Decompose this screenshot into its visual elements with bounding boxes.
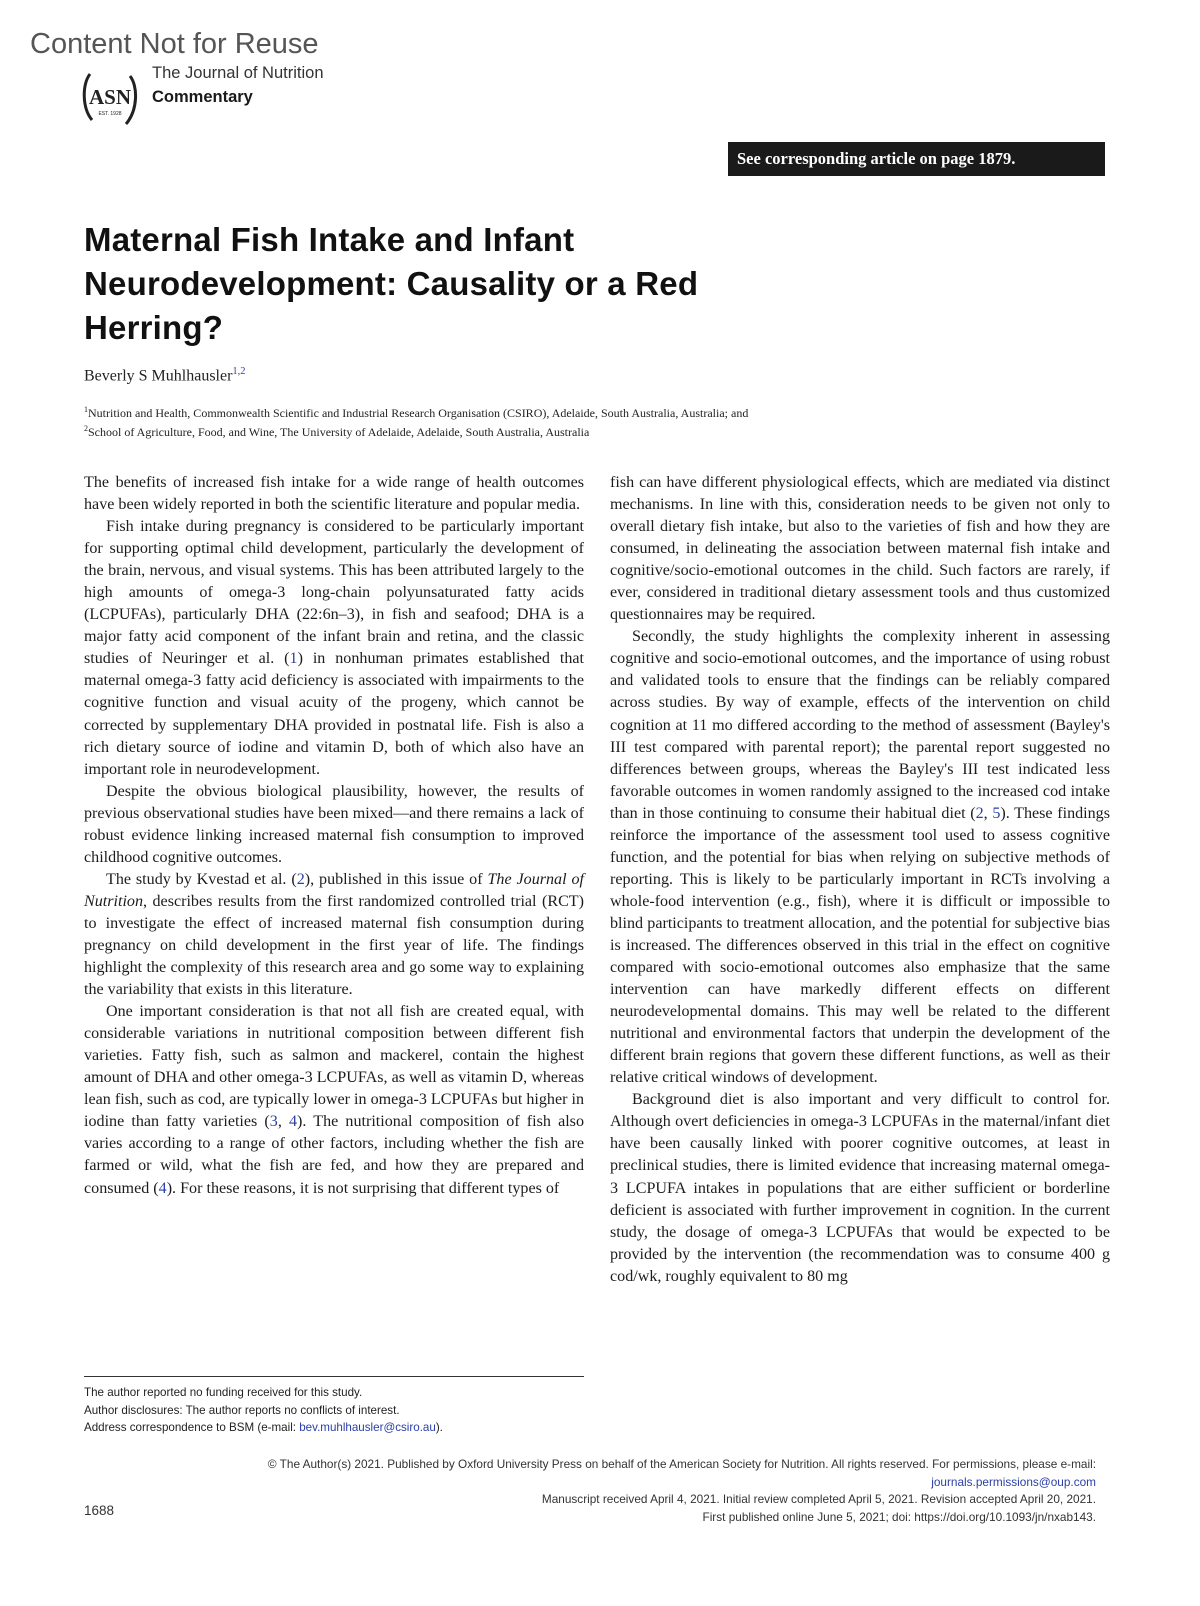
citation-link[interactable]: 1 — [289, 650, 298, 668]
journal-name: The Journal of Nutrition — [152, 64, 324, 82]
paragraph: Fish intake during pregnancy is considered to be particularly important for supporting optimal child development, particularly the development of the brain, nervous, and visual systems. This has been attributed largely to the high amounts of omega-3 long-chain polyunsaturated fatty acids (LCPUFAs), particularly DHA (22:6n–3), in fish and seafood; DHA is a major fatty acid component of the infant brain and retina, and the classic studies of Neuringer et al. (1) in nonhuman primates established that maternal omega-3 fatty acid deficiency is associated with impairments to the cognitive function and visual acuity of the progeny, which cannot be corrected by supplementary DHA provided in postnatal life. Fish is also a rich dietary source of iodine and vitamin D, both of which also have an important role in neurodevelopment. — [84, 518, 584, 778]
citation-link[interactable]: 2 — [296, 870, 305, 888]
footnotes — [84, 1384, 604, 1437]
author-name: Beverly S Muhlhausler — [84, 367, 233, 385]
asn-logo-icon — [80, 66, 140, 130]
citation-link[interactable]: 3 — [269, 1113, 278, 1131]
author-affil-marks[interactable]: 1,2 — [232, 366, 246, 377]
affil-text: School of Agriculture, Food, and Wine, The University of Adelaide, Adelaide, South Australia, Australia — [88, 425, 590, 439]
paragraph: fish can have different physiological effects, which are mediated via distinct mechanisms. In line with this, consideration needs to be given not only to overall dietary fish intake, but also to the varieties of fish and how they are consumed, in delineating the association between maternal fish intake and cognitive/socio-emotional outcomes in the child. Such factors are rarely, if ever, considered in traditional dietary assessment tools and thus customized questionnaires may be required. — [610, 474, 1110, 624]
logo-subtext: EST. 1928 — [98, 111, 122, 117]
citation-link[interactable]: 4 — [158, 1179, 167, 1197]
affiliation-1 — [84, 405, 1124, 421]
doi-line[interactable]: First published online June 5, 2021; doi: https://doi.org/10.1093/jn/nxab143. — [702, 1509, 1096, 1524]
paragraph: The study by Kvestad et al. (2), published in this issue of The Journal of Nutrition, describes results from the first randomized controlled trial (RCT) to investigate the effect of increased maternal fish consumption during pregnancy on child development in the first year of life. The findings highlight the complexity of this research area and go some way to explaining the variability that exists in this literature. — [84, 870, 584, 999]
paragraph: Background diet is also important and very difficult to control for. Although overt deficiencies in omega-3 LCPUFAs in the maternal/infant diet have been causally linked with poorer cognitive outcomes, at least in preclinical studies, there is limited evidence that increasing maternal omega-3 LCPUFA intakes in populations that are either sufficient or borderline deficient is associated with further improvement in cognition. In the current study, the dosage of omega-3 LCPUFAs that would be expected to be provided by the intervention (the recommendation was to consume 400 g cod/wk, roughly equivalent to 80 mg — [610, 1091, 1110, 1285]
citation-link[interactable]: 5 — [992, 804, 1001, 822]
paragraph: The benefits of increased fish intake for a wide range of health outcomes have been widely reported in both the scientific literature and popular media. — [84, 474, 584, 514]
affil-mark: 2 — [84, 424, 88, 433]
correspondence-note: Address correspondence to BSM (e-mail: bev.muhlhausler@csiro.au). — [84, 1421, 443, 1434]
corresponding-article-banner[interactable]: See corresponding article on page 1879. — [728, 142, 1105, 176]
copyright-line: © The Author(s) 2021. Published by Oxford University Press on behalf of the American Society for Nutrition. All rights reserved. For permissions, please e-mail: — [267, 1457, 1096, 1471]
paragraph: One important consideration is that not all fish are created equal, with considerable variations in nutritional composition between different fish varieties. Fatty fish, such as salmon and mackerel, contain the highest amount of DHA and other omega-3 LCPUFAs, as well as vitamin D, whereas lean fish, such as cod, are typically lower in omega-3 LCPUFAs but higher in iodine than fatty varieties (3, 4). The nutritional composition of fish also varies according to a range of other factors, including whether the fish are farmed or wild, what the fish are fed, and how they are prepared and consumed (4). For these reasons, it is not surprising that different types of — [84, 1003, 584, 1197]
article-type: Commentary — [152, 88, 253, 106]
funding-note: The author reported no funding received for this study. — [84, 1386, 363, 1399]
body-column-right — [610, 472, 1110, 1288]
citation-link[interactable]: 2 — [975, 804, 984, 822]
journal-title-italic: The Journal of Nutrition — [84, 870, 584, 910]
correspondence-email-link[interactable]: bev.muhlhausler@csiro.au — [299, 1421, 436, 1434]
logo-text: ASN — [88, 85, 132, 109]
citation-link[interactable]: 4 — [289, 1113, 298, 1131]
disclosure-note: Author disclosures: The author reports no conflicts of interest. — [84, 1403, 400, 1417]
paragraph: Secondly, the study highlights the complexity inherent in assessing cognitive and socio-emotional outcomes, and the importance of using robust and validated tools to ensure that the findings can be reliably compared across studies. By way of example, effects of the intervention on child cognition at 11 mo differed according to the method of assessment (Bayley's III test compared with parental report); the parental report suggested no differences between groups, whereas the Bayley's III test indicated less favorable outcomes in women randomly assigned to the increased cod intake than in those continuing to consume their habitual diet (2, 5). These findings reinforce the importance of the assessment tool used to assess cognitive function, and the potential for bias when relying on subjective methods of reporting. This is likely to be particularly important in RCTs involving a whole-food intervention (e.g., fish), where it is difficult or impossible to blind participants to treatment allocation, and the potential for subjective bias is increased. The differences observed in this trial in the effect on cognitive compared with socio-emotional outcomes also emphasize that the same intervention can have markedly different effects on different neurodevelopmental domains. This may well be related to the different nutritional and environmental factors that underpin the development of the different brain regions that govern these different functions, as well as their relative critical windows of development. — [610, 628, 1110, 1087]
watermark-text: Content Not for Reuse — [30, 28, 319, 60]
body-column-left — [84, 472, 584, 1200]
author-line — [84, 366, 246, 385]
affil-mark: 1 — [84, 405, 88, 414]
paragraph: Despite the obvious biological plausibility, however, the results of previous observational studies have been mixed—and there remains a lack of robust evidence linking increased maternal fish consumption to improved childhood cognitive outcomes. — [84, 782, 584, 866]
article-title: Maternal Fish Intake and Infant Neurodevelopment: Causality or a Red Herring? — [84, 221, 699, 346]
manuscript-dates: Manuscript received April 4, 2021. Initial review completed April 5, 2021. Revision accepted April 20, 2021. — [541, 1492, 1096, 1507]
permissions-email-link[interactable]: journals.permissions@oup.com — [931, 1474, 1096, 1489]
page-number: 1688 — [84, 1503, 115, 1518]
copyright-block — [96, 1456, 1096, 1526]
footnote-divider — [84, 1376, 584, 1377]
affiliation-2 — [84, 424, 1124, 440]
affil-text: Nutrition and Health, Commonwealth Scientific and Industrial Research Organisation (CSIRO), Adelaide, South Australia, Australia; and — [88, 406, 749, 420]
